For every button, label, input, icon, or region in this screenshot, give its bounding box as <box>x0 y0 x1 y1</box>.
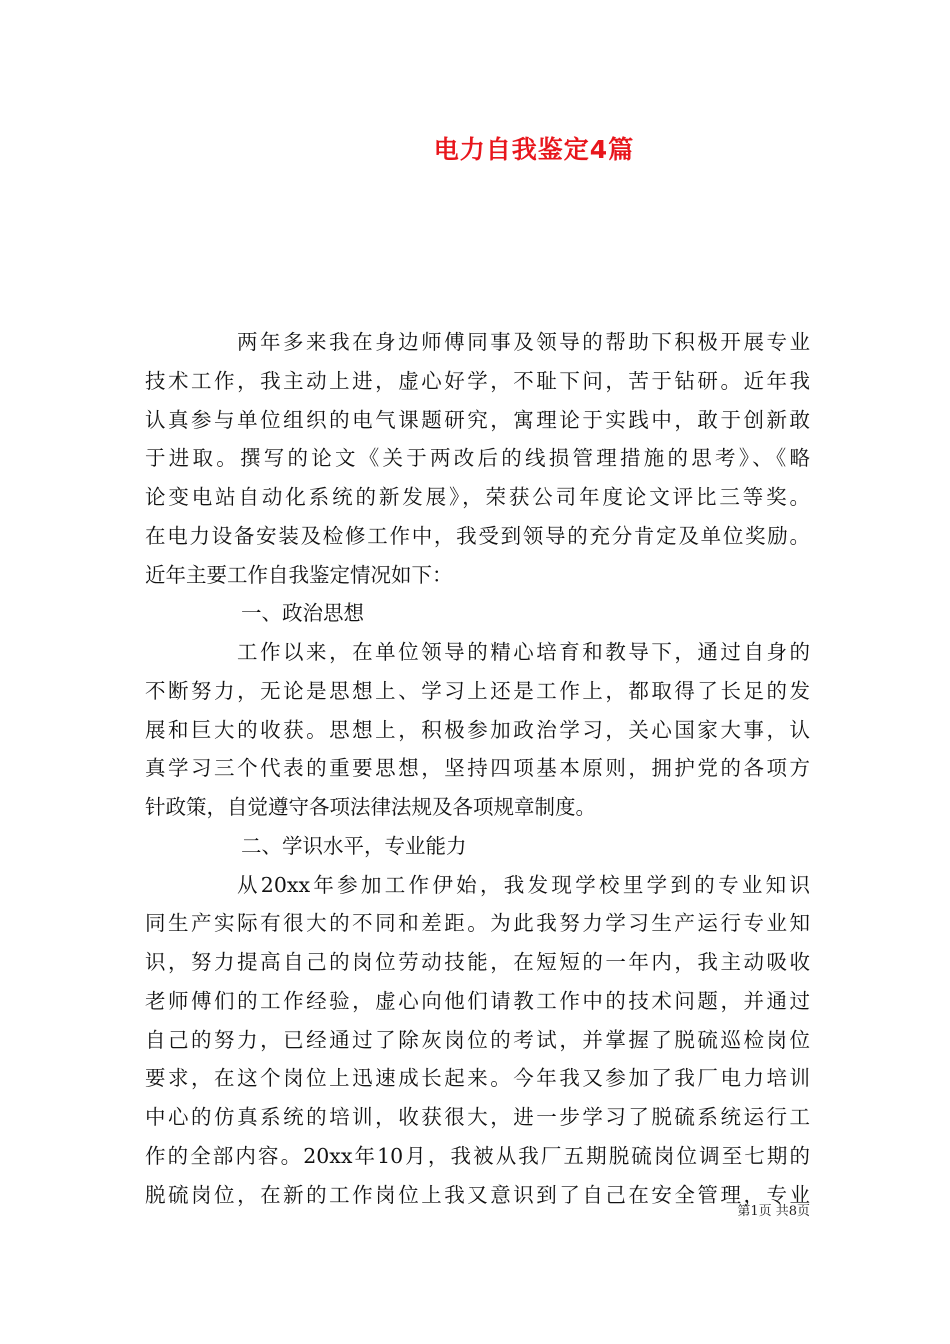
paragraph-line: 老师傅们的工作经验，虚心向他们请教工作中的技术问题，并通过 <box>145 988 810 1013</box>
section-heading: 一、政治思想 <box>241 601 364 626</box>
page-number: 第1页 共8页 <box>737 1204 810 1219</box>
paragraph-line: 针政策，自觉遵守各项法律法规及各项规章制度。 <box>145 795 596 819</box>
paragraph-line: 于进取。撰写的论文《关于两改后的线损管理措施的思考》、《略 <box>145 446 810 471</box>
document-body <box>145 323 810 1214</box>
paragraph-line: 两年多来我在身边师傅同事及领导的帮助下积极开展专业 <box>237 330 810 354</box>
document-title: 电力自我鉴定4篇 <box>433 135 635 164</box>
paragraph-line: 要求，在这个岗位上迅速成长起来。今年我又参加了我厂电力培训 <box>145 1066 810 1091</box>
paragraph-line: 中心的仿真系统的培训，收获很大，进一步学习了脱硫系统运行工 <box>145 1105 810 1129</box>
paragraph-line: 论变电站自动化系统的新发展》，荣获公司年度论文评比三等奖。 <box>145 485 810 509</box>
paragraph-line: 真学习三个代表的重要思想，坚持四项基本原则，拥护党的各项方 <box>145 756 810 781</box>
paragraph-line: 在电力设备安装及检修工作中，我受到领导的充分肯定及单位奖励。 <box>145 523 810 548</box>
paragraph-line: 认真参与单位组织的电气课题研究，寓理论于实践中，敢于创新敢 <box>145 407 810 432</box>
paragraph-line: 工作以来，在单位领导的精心培育和教导下，通过自身的 <box>237 640 810 664</box>
paragraph-line: 技术工作，我主动上进，虚心好学，不耻下问，苦于钻研。近年我 <box>145 368 810 393</box>
paragraph-line: 识，努力提高自己的岗位劳动技能，在短短的一年内，我主动吸收 <box>145 950 810 974</box>
paragraph-line: 脱硫岗位，在新的工作岗位上我又意识到了自己在安全管理，专业 <box>145 1182 810 1207</box>
paragraph-line: 作的全部内容。20xx年10月，我被从我厂五期脱硫岗位调至七期的 <box>145 1143 810 1168</box>
paragraph-line: 自己的努力，已经通过了除灰岗位的考试，并掌握了脱硫巡检岗位 <box>145 1027 810 1052</box>
section-heading: 二、学识水平，专业能力 <box>241 833 467 858</box>
paragraph-line: 从20xx年参加工作伊始，我发现学校里学到的专业知识 <box>237 872 810 897</box>
paragraph-line: 不断努力，无论是思想上、学习上还是工作上，都取得了长足的发 <box>145 678 810 703</box>
paragraph-line: 展和巨大的收获。思想上，积极参加政治学习，关心国家大事，认 <box>145 717 810 742</box>
paragraph-line: 近年主要工作自我鉴定情况如下： <box>145 562 453 587</box>
paragraph-line: 同生产实际有很大的不同和差距。为此我努力学习生产运行专业知 <box>145 911 810 936</box>
